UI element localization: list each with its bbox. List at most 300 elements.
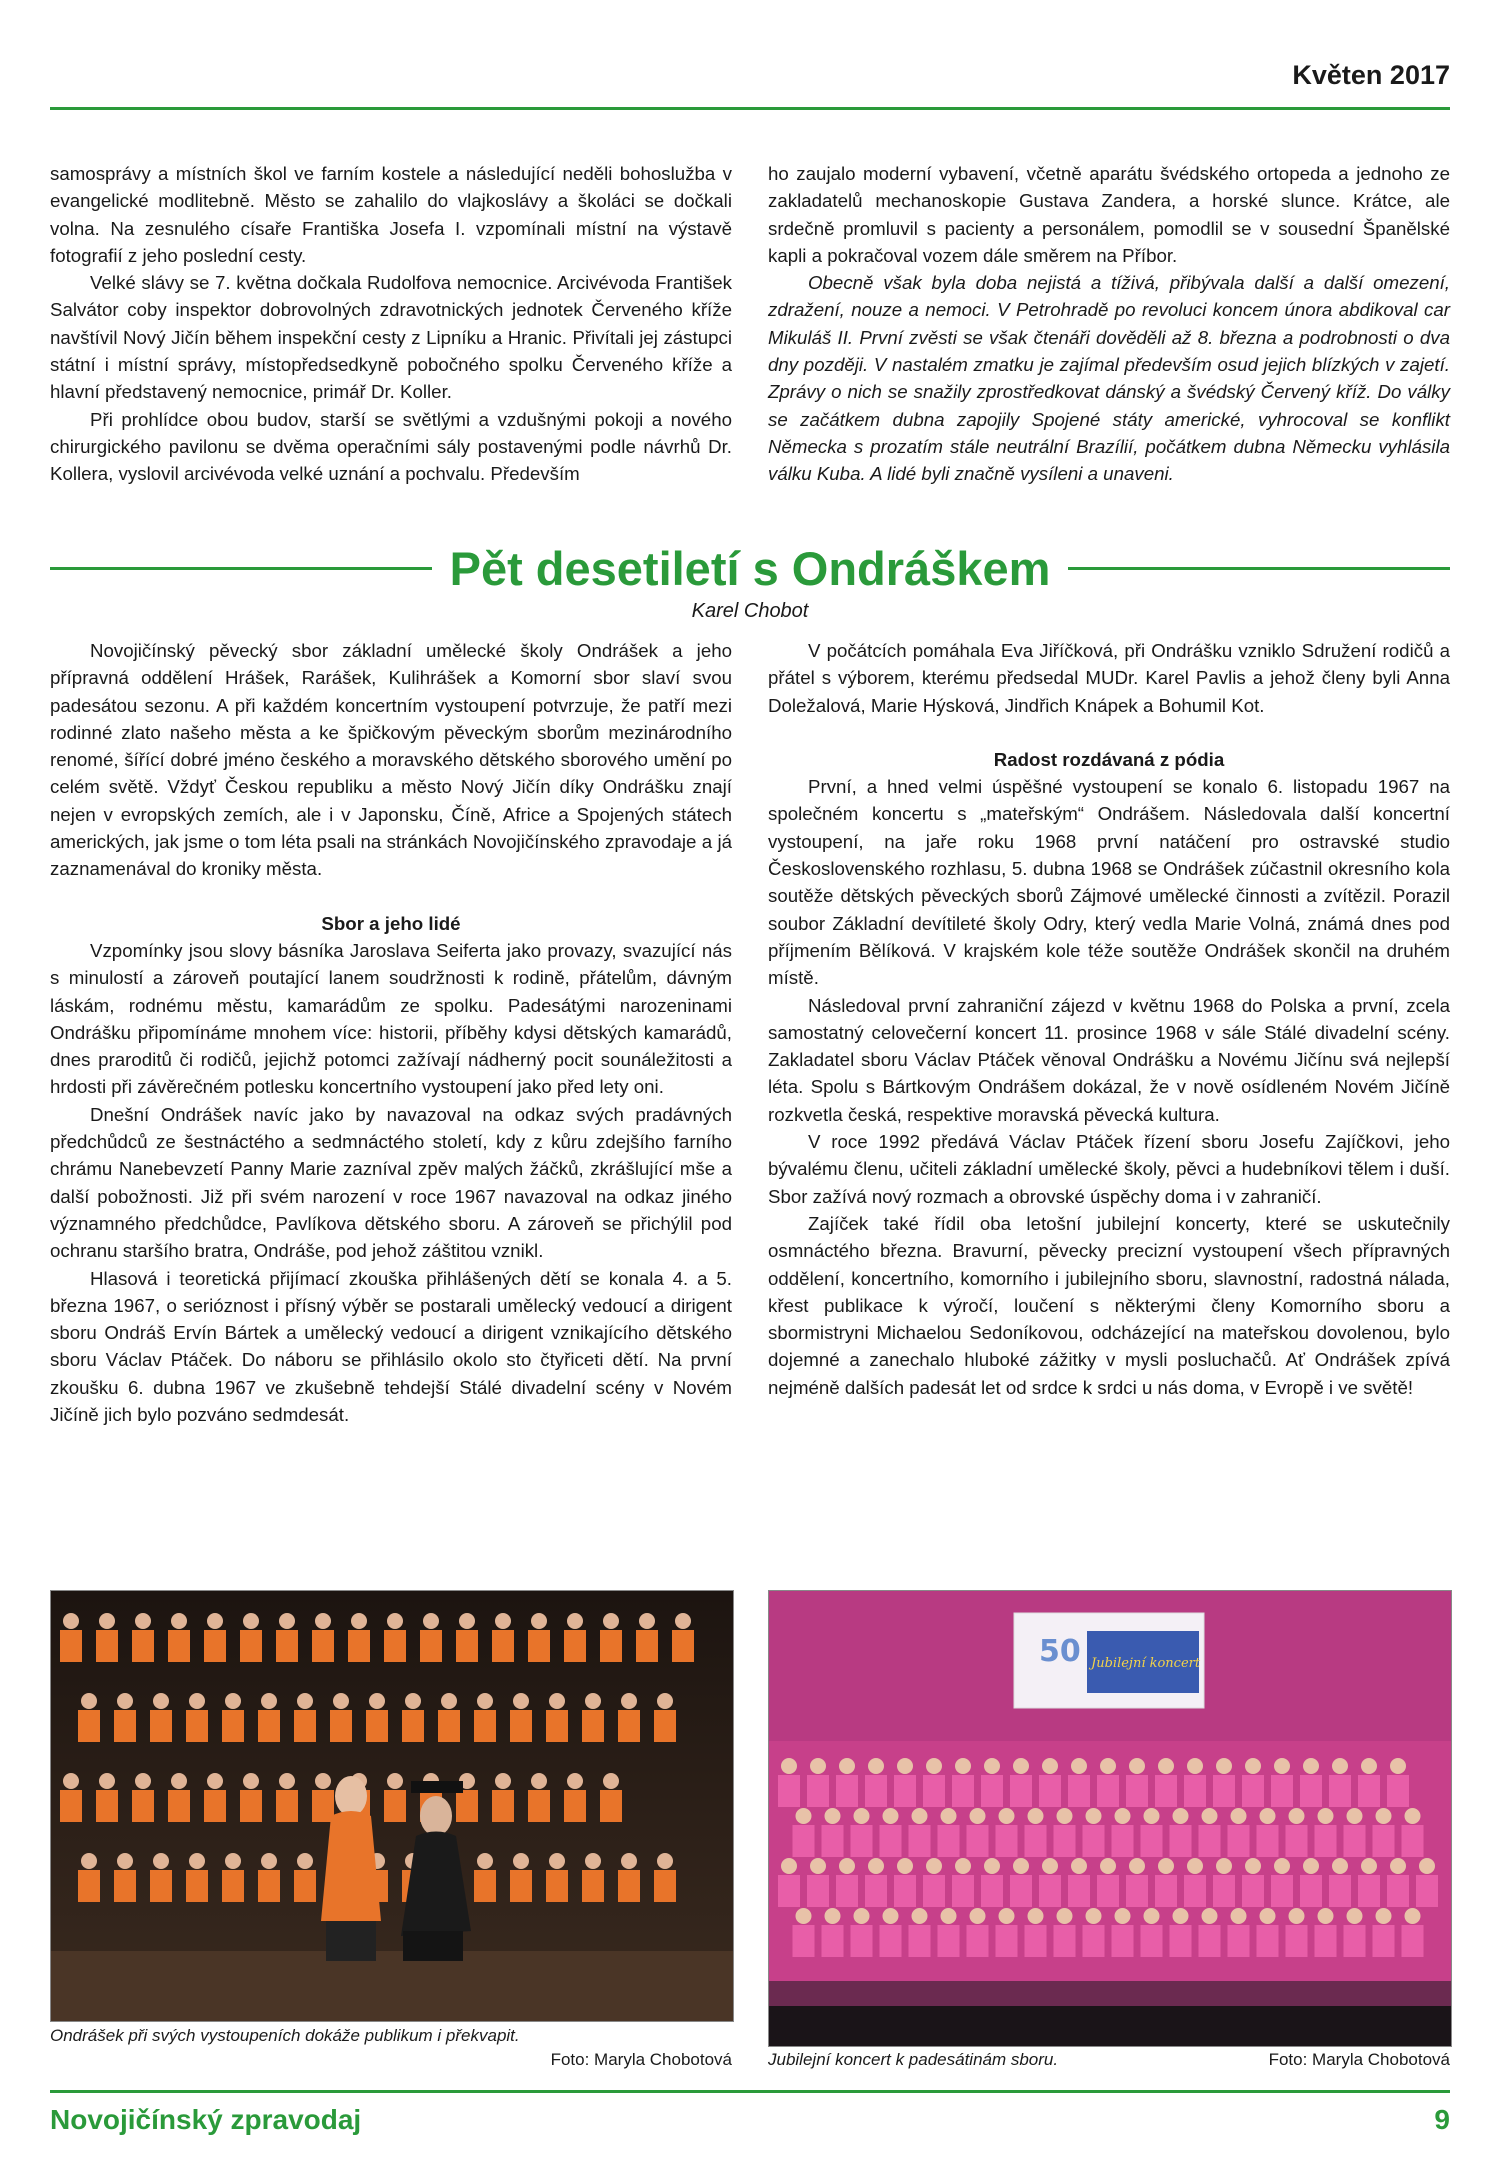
singer-body [204, 1790, 226, 1822]
singer-body [1025, 1825, 1047, 1857]
singer-body [384, 1630, 406, 1662]
singer-head [387, 1613, 403, 1629]
choir-orange-illustration [51, 1591, 733, 2021]
article-title-row [50, 538, 1450, 598]
singer-body [1199, 1825, 1221, 1857]
singer-body [96, 1630, 118, 1662]
paragraph: Zajíček také řídil oba letošní jubilejní koncerty, které se uskutečnily osmnáctého března. Bravurní, pěvecky precizní vystoupení všech přípravných oddělení, koncertního, komorního i jubilejního sboru, slavnostní, radostná nálada, křest publikace k výročí, loučení s některými členy Komorního sboru a sbormistryni Michaelou Sedoníkovou, odcházející na mateřskou dovolenou, bylo dojemné a zanechalo hluboké zážitky v mysli posluchačů. Ať Ondrášek zpívá nejméně dalších padesát let od srdce k srdci u nás doma, v Evropě i ve světě! [768, 1212, 1450, 1398]
singer-head [897, 1858, 913, 1874]
singer-body [96, 1790, 118, 1822]
singer-head [1086, 1908, 1102, 1924]
singer-head [189, 1693, 205, 1709]
singer-head [1013, 1858, 1029, 1874]
singer-body [168, 1790, 190, 1822]
singer-body [492, 1630, 514, 1662]
singer-body [1358, 1875, 1380, 1907]
singer-body [996, 1925, 1018, 1957]
singer-head [63, 1773, 79, 1789]
singer-head [1086, 1808, 1102, 1824]
singer-head [495, 1613, 511, 1629]
singer-body [909, 1825, 931, 1857]
paragraph: Dnešní Ondrášek navíc jako by navazoval na odkaz svých pradávných předchůdců ze šestnáctého a sedmnáctého století, kdy z kůru zdejšího farního chrámu Nanebevzetí Panny Marie zazníval zpěv malých žáčků, zkrášlující mše a další pobožnosti. Již při svém narození v roce 1967 navazoval na odkaz jiného významného předchůdce, Pavlíkova dětského sboru. A zároveň se přichýlil pod ochranu staršího bratra, Ondráše, pod jehož záštitou vznikl. [50, 1103, 732, 1262]
singer-body [474, 1710, 496, 1742]
singer-head [926, 1758, 942, 1774]
jubilee-concert-photo [768, 1590, 1452, 2047]
singer-head [854, 1908, 870, 1924]
singer-head [513, 1693, 529, 1709]
singer-head [1187, 1858, 1203, 1874]
singer-body [60, 1790, 82, 1822]
singer-head [1376, 1908, 1392, 1924]
singer-body [923, 1775, 945, 1807]
singer-head [279, 1773, 295, 1789]
right-photo-credit: Foto: Maryla Chobotová [1268, 2050, 1450, 2069]
singer-head [1158, 1858, 1174, 1874]
singer-body [78, 1710, 100, 1742]
singer-head [207, 1773, 223, 1789]
singer-head [171, 1773, 187, 1789]
singer-head [1144, 1808, 1160, 1824]
singer-head [1245, 1858, 1261, 1874]
singer-body [1141, 1825, 1163, 1857]
singer-body [981, 1775, 1003, 1807]
singer-body [618, 1710, 640, 1742]
paragraph: Vzpomínky jsou slovy básníka Jaroslava Seiferta jako provazy, svazující nás s minulostí a zároveň poutající lanem soudržnosti k rodině, přátelům, dávným láskám, rodnému městu, kamarádům ze spolku. Padesátými narozeninami Ondrášku připomínáme mnohem více: historii, příběhy kdysi dětských kamarádů, dnes praroditů či rodičů, jejichž potomci zažívají nádherný pocit sounáležitosti a hrdosti při závěrečném potlesku koncertního vystoupení jako před lety oni. [50, 939, 732, 1098]
singer-body [276, 1790, 298, 1822]
singer-head [225, 1853, 241, 1869]
singer-head [441, 1693, 457, 1709]
singer-head [621, 1853, 637, 1869]
page-number: 9 [1434, 2104, 1450, 2135]
singer-head [999, 1808, 1015, 1824]
paragraph: samosprávy a místních škol ve farním kostele a následující neděli bohoslužba v evangelické modlitebně. Město se zahalilo do vlajkoslávy a školáci se dočkali volna. Na zesnulého císaře Františka Josefa I. vzpomínali místní na výstavě fotografií z jeho poslední cesty. [50, 163, 732, 266]
singer-head [639, 1613, 655, 1629]
singer-body [851, 1825, 873, 1857]
singer-body [1228, 1925, 1250, 1957]
singer-body [276, 1630, 298, 1662]
singer-body [546, 1710, 568, 1742]
singer-body [952, 1775, 974, 1807]
singer-body [1257, 1825, 1279, 1857]
singer-body [967, 1925, 989, 1957]
svg-text:50: 50 [1039, 1634, 1081, 1669]
singer-head [1057, 1808, 1073, 1824]
singer-body [1097, 1875, 1119, 1907]
singer-body [294, 1870, 316, 1902]
singer-head [477, 1853, 493, 1869]
singer-head [1071, 1758, 1087, 1774]
singer-head [1042, 1758, 1058, 1774]
singer-head [868, 1858, 884, 1874]
singer-body [865, 1775, 887, 1807]
singer-head [1202, 1908, 1218, 1924]
singer-head [1260, 1808, 1276, 1824]
singer-body [1402, 1925, 1424, 1957]
singer-body [1083, 1825, 1105, 1857]
singer-head [225, 1693, 241, 1709]
paragraph: První, a hned velmi úspěšné vystoupení se konalo 6. listopadu 1967 na společném koncertu s „mateřským“ Ondrášem. Následovala další koncertní vystoupení, na jaře roku 1968 první natáčení pro ostravské studio Československého rozhlasu, 5. dubna 1968 se Ondrášek zúčastnil okresního kola soutěže dětských pěveckých sborů Zájmové umělecké činnosti a zvítězil. Porazil soubor Základní devítileté školy Odry, který vedla Marie Volná, známá dnes pod příjmením Bělíková. V krajském kole téže soutěže Ondrášek skončil na druhém místě. [768, 776, 1450, 989]
singer-body [836, 1775, 858, 1807]
singer-head [603, 1613, 619, 1629]
singer-head [153, 1693, 169, 1709]
singer-body [60, 1630, 82, 1662]
singer-body [967, 1825, 989, 1857]
singer-head [81, 1693, 97, 1709]
singer-body [420, 1630, 442, 1662]
singer-head [1405, 1908, 1421, 1924]
singer-body [894, 1875, 916, 1907]
singer-body [1112, 1925, 1134, 1957]
singer-head [657, 1853, 673, 1869]
singer-head [477, 1693, 493, 1709]
singer-head [883, 1908, 899, 1924]
singer-head [117, 1693, 133, 1709]
singer-body [1155, 1775, 1177, 1807]
singer-body [793, 1925, 815, 1957]
singer-body [384, 1790, 406, 1822]
singer-head [999, 1908, 1015, 1924]
singer-body [1155, 1875, 1177, 1907]
section-heading: Sbor a jeho lidé [321, 912, 461, 934]
singer-head [1028, 1808, 1044, 1824]
singer-body [132, 1630, 154, 1662]
left-photo-credit: Foto: Maryla Chobotová [550, 2050, 732, 2069]
singer-body [851, 1925, 873, 1957]
singer-head [1332, 1858, 1348, 1874]
singer-head [657, 1693, 673, 1709]
singer-body [1402, 1825, 1424, 1857]
singer-body [240, 1630, 262, 1662]
singer-head [495, 1773, 511, 1789]
singer-head [1419, 1858, 1435, 1874]
singer-head [333, 1693, 349, 1709]
singer-head [1115, 1808, 1131, 1824]
singer-head [1376, 1808, 1392, 1824]
singer-body [510, 1710, 532, 1742]
singer-body [240, 1790, 262, 1822]
singer-body [618, 1870, 640, 1902]
singer-body [836, 1875, 858, 1907]
singer-head [585, 1853, 601, 1869]
singer-head [955, 1758, 971, 1774]
singer-head [99, 1613, 115, 1629]
singer-body [78, 1870, 100, 1902]
singer-head [1332, 1758, 1348, 1774]
singer-body [778, 1775, 800, 1807]
singer-body [880, 1825, 902, 1857]
singer-body [672, 1630, 694, 1662]
singer-body [402, 1710, 424, 1742]
singer-head [941, 1808, 957, 1824]
paragraph: Při prohlídce obou budov, starší se světlými a vzdušnými pokoji a nového chirurgického pavilonu se dvěma operačními sály postavenými podle návrhů Dr. Kollera, vyslovil arcivévoda velké uznání a pochvalu. Především [50, 408, 732, 485]
singer-body [546, 1870, 568, 1902]
singer-body [807, 1875, 829, 1907]
singer-head [1361, 1858, 1377, 1874]
singer-head [854, 1808, 870, 1824]
header-rule [50, 107, 1450, 110]
singer-head [926, 1858, 942, 1874]
singer-head [423, 1613, 439, 1629]
singer-body [168, 1630, 190, 1662]
singer-head [912, 1908, 928, 1924]
singer-body [938, 1825, 960, 1857]
singer-body [330, 1710, 352, 1742]
singer-head [1144, 1908, 1160, 1924]
article-right-column [768, 637, 1450, 1401]
singer-body [438, 1710, 460, 1742]
singer-body [1358, 1775, 1380, 1807]
singer-head [1245, 1758, 1261, 1774]
singer-body [1025, 1925, 1047, 1957]
singer-body [528, 1790, 550, 1822]
singer-body [1329, 1875, 1351, 1907]
singer-head [1216, 1758, 1232, 1774]
singer-body [822, 1825, 844, 1857]
singer-body [1257, 1925, 1279, 1957]
singer-body [1141, 1925, 1163, 1957]
singer-body [1083, 1925, 1105, 1957]
singer-head [1028, 1908, 1044, 1924]
singer-body [909, 1925, 931, 1957]
singer-body [294, 1710, 316, 1742]
singer-head [1202, 1808, 1218, 1824]
singer-body [186, 1710, 208, 1742]
paragraph: Novojičínský pěvecký sbor základní umělecké školy Ondrášek a jeho přípravná oddělení Hrášek, Rarášek, Kulihrášek a Komorní sbor slaví svou padesátou sezonu. A při každém koncertním vystoupení potvrzuje, že patří mezi rodinné zlato našeho města a ke špičkovým pěveckým sborům mezinárodního renomé, šířící dobré jméno českého a moravského dětského sborového umění po celém světě. Vždyť Českou republiku a město Nový Jičín díky Ondrášku znají nejen v evropských zemích, ale i v Japonsku, Číně, Africe a Spojených státech amerických, jak jsme o tom léta psali na stránkách Novojičínského zpravodaje a já zaznamenával do kroniky města. [50, 640, 732, 880]
singer-head [81, 1853, 97, 1869]
singer-head [1216, 1858, 1232, 1874]
singer-body [150, 1870, 172, 1902]
singer-body [1126, 1875, 1148, 1907]
singer-body [582, 1710, 604, 1742]
singer-body [981, 1875, 1003, 1907]
singer-head [279, 1613, 295, 1629]
singer-body [1010, 1875, 1032, 1907]
singer-head [1274, 1758, 1290, 1774]
singer-body [636, 1630, 658, 1662]
singer-head [1100, 1858, 1116, 1874]
singer-head [315, 1613, 331, 1629]
paragraph: Následoval první zahraniční zájezd v květnu 1968 do Polska a první, zcela samostatný celovečerní koncert 11. prosince 1968 v sále Stálé divadelní scény. Zakladatel sboru Václav Ptáček věnoval Ondrášku a Novému Jičínu svá nejlepší léta. Spolu s Bártkovým Ondrášem dokázal, že v nově osídleném Novém Jičíně rozkvetla česká, respektive moravská pěvecká kultura. [768, 994, 1450, 1125]
singer-body [778, 1875, 800, 1907]
singer-body [1373, 1925, 1395, 1957]
issue-date: Květen 2017 [1292, 60, 1450, 90]
singer-head [369, 1693, 385, 1709]
singer-body [880, 1925, 902, 1957]
singer-head [1303, 1758, 1319, 1774]
singer-head [297, 1693, 313, 1709]
singer-body [186, 1870, 208, 1902]
singer-body [1054, 1825, 1076, 1857]
singer-body [822, 1925, 844, 1957]
singer-head [351, 1613, 367, 1629]
singer-head [1289, 1908, 1305, 1924]
singer-body [996, 1825, 1018, 1857]
singer-head [1361, 1758, 1377, 1774]
singer-body [1039, 1875, 1061, 1907]
singer-body [654, 1710, 676, 1742]
singer-head [1173, 1908, 1189, 1924]
singer-head [567, 1613, 583, 1629]
singer-body [312, 1790, 334, 1822]
singer-body [150, 1710, 172, 1742]
singer-body [510, 1870, 532, 1902]
singer-head [825, 1908, 841, 1924]
singer-body [1170, 1825, 1192, 1857]
singer-head [1231, 1808, 1247, 1824]
singer-head [243, 1773, 259, 1789]
singer-body [1126, 1775, 1148, 1807]
singer-body [1213, 1875, 1235, 1907]
singer-body [204, 1630, 226, 1662]
singer-body [258, 1870, 280, 1902]
singer-head [781, 1758, 797, 1774]
singer-head [1071, 1858, 1087, 1874]
singer-body [1242, 1775, 1264, 1807]
singer-head [387, 1773, 403, 1789]
singer-head [549, 1693, 565, 1709]
singer-body [938, 1925, 960, 1957]
title-rule-right [1068, 567, 1450, 570]
singer-body [654, 1870, 676, 1902]
singer-head [810, 1758, 826, 1774]
singer-body [1286, 1825, 1308, 1857]
singer-body [600, 1630, 622, 1662]
singer-body [793, 1825, 815, 1857]
singer-head [1173, 1808, 1189, 1824]
singer-head [1318, 1808, 1334, 1824]
singer-body [1329, 1775, 1351, 1807]
singer-body [348, 1630, 370, 1662]
paragraph: Velké slávy se 7. května dočkala Rudolfova nemocnice. Arcivévoda František Salvátor coby inspektor dobrovolných zdravotnických jednotek Červeného kříže navštívil Nový Jičín během inspekční cesty z Lipníku a Hranic. Přivítali jej zástupci státní i místní správy, místopředsedkyně pobočného spolku Červeného kříže a hlavní představený nemocnice, primář Dr. Koller. [50, 272, 732, 403]
singer-head [153, 1853, 169, 1869]
singer-head [897, 1758, 913, 1774]
left-photo-caption [50, 2025, 732, 2047]
singer-body [600, 1790, 622, 1822]
singer-body [1373, 1825, 1395, 1857]
singer-head [1115, 1908, 1131, 1924]
singer-body [474, 1870, 496, 1902]
singer-head [912, 1808, 928, 1824]
singer-head [941, 1908, 957, 1924]
singer-body [1184, 1775, 1206, 1807]
singer-body [492, 1790, 514, 1822]
singer-head [1013, 1758, 1029, 1774]
singer-body [1039, 1775, 1061, 1807]
choir-orange-photo [50, 1590, 734, 2022]
singer-body [312, 1630, 334, 1662]
singer-body [132, 1790, 154, 1822]
singer-body [456, 1790, 478, 1822]
singer-head [1187, 1758, 1203, 1774]
singer-head [1390, 1758, 1406, 1774]
singer-head [1347, 1908, 1363, 1924]
singer-head [459, 1613, 475, 1629]
jubilee-banner-icon [1014, 1613, 1204, 1708]
singer-head [839, 1858, 855, 1874]
singer-head [315, 1773, 331, 1789]
singer-body [1344, 1925, 1366, 1957]
singer-head [117, 1853, 133, 1869]
singer-head [243, 1613, 259, 1629]
caption-text: Ondrášek při svých vystoupeních dokáže publikum i překvapit. [50, 2026, 520, 2045]
singer-body [1112, 1825, 1134, 1857]
title-rule-left [50, 567, 432, 570]
singer-body [807, 1775, 829, 1807]
singer-head [99, 1773, 115, 1789]
singer-body [1271, 1875, 1293, 1907]
singer-body [114, 1710, 136, 1742]
svg-text:Jubilejní koncert: Jubilejní koncert [1091, 1656, 1201, 1671]
singer-head [1057, 1908, 1073, 1924]
singer-head [984, 1758, 1000, 1774]
singer-body [1387, 1775, 1409, 1807]
singer-body [1300, 1875, 1322, 1907]
paragraph: Obecně však byla doba nejistá a tíživá, přibývala další a další omezení, zdražení, nouze a nemoci. V Petrohradě po revoluci koncem února abdikoval car Mikuláš II. První zvěsti se však čtenáři dověděli až 8. března a podrobnosti o dva dny později. V nastalém zmatku je zajímal především osud jejich blízkých v zajetí. Zprávy o nich se snažily zprostředkovat dánský a švédský Červený kříž. Do války se začátkem dubna zapojily Spojené státy americké, vyhrocoval se konflikt Německa s prozatím stále neutrální Brazílií, počátkem dubna Německu vyhlásila válku Kuba. A lidé byli značně vysíleni a unaveni. [768, 272, 1450, 485]
singer-body [1271, 1775, 1293, 1807]
singer-body [865, 1875, 887, 1907]
singer-body [258, 1710, 280, 1742]
singer-body [1344, 1825, 1366, 1857]
singer-head [796, 1908, 812, 1924]
right-photo-caption: Jubilejní koncert k padesátinám sboru. [768, 2050, 1059, 2069]
singer-head [970, 1908, 986, 1924]
singer-head [1260, 1908, 1276, 1924]
footer-rule [50, 2090, 1450, 2093]
singer-body [366, 1710, 388, 1742]
singer-body [582, 1870, 604, 1902]
singer-head [63, 1613, 79, 1629]
singer-body [564, 1790, 586, 1822]
section-heading: Radost rozdávaná z pódia [993, 748, 1225, 770]
singer-head [1129, 1858, 1145, 1874]
singer-head [261, 1853, 277, 1869]
top-left-column [50, 160, 732, 488]
article-title: Pět desetiletí s Ondráškem [449, 541, 1051, 595]
singer-head [585, 1693, 601, 1709]
singer-head [1347, 1808, 1363, 1824]
singer-head [839, 1758, 855, 1774]
singer-head [1042, 1858, 1058, 1874]
singer-head [1158, 1758, 1174, 1774]
singer-body [1054, 1925, 1076, 1957]
singer-head [1100, 1758, 1116, 1774]
singer-head [1129, 1758, 1145, 1774]
singer-head [1390, 1858, 1406, 1874]
singer-head [1405, 1808, 1421, 1824]
singer-body [1286, 1925, 1308, 1957]
singer-head [1274, 1858, 1290, 1874]
singer-head [675, 1613, 691, 1629]
singer-body [1184, 1875, 1206, 1907]
singer-head [549, 1853, 565, 1869]
singer-head [513, 1853, 529, 1869]
singer-head [531, 1773, 547, 1789]
singer-head [955, 1858, 971, 1874]
singer-body [1387, 1875, 1409, 1907]
paragraph: V roce 1992 předává Václav Ptáček řízení sboru Josefu Zajíčkovi, jeho bývalému členu, učiteli základní umělecké školy, pěvci a hudebníkovi tělem i duší. Sbor zažívá nový rozmach a obrovské úspěchy doma i v zahraničí. [768, 1131, 1450, 1207]
singer-body [1315, 1825, 1337, 1857]
singer-body [564, 1630, 586, 1662]
singer-head [810, 1858, 826, 1874]
singer-head [135, 1773, 151, 1789]
singer-head [171, 1613, 187, 1629]
singer-body [456, 1630, 478, 1662]
singer-head [603, 1773, 619, 1789]
singer-head [621, 1693, 637, 1709]
singer-body [1300, 1775, 1322, 1807]
singer-head [135, 1613, 151, 1629]
singer-body [222, 1870, 244, 1902]
